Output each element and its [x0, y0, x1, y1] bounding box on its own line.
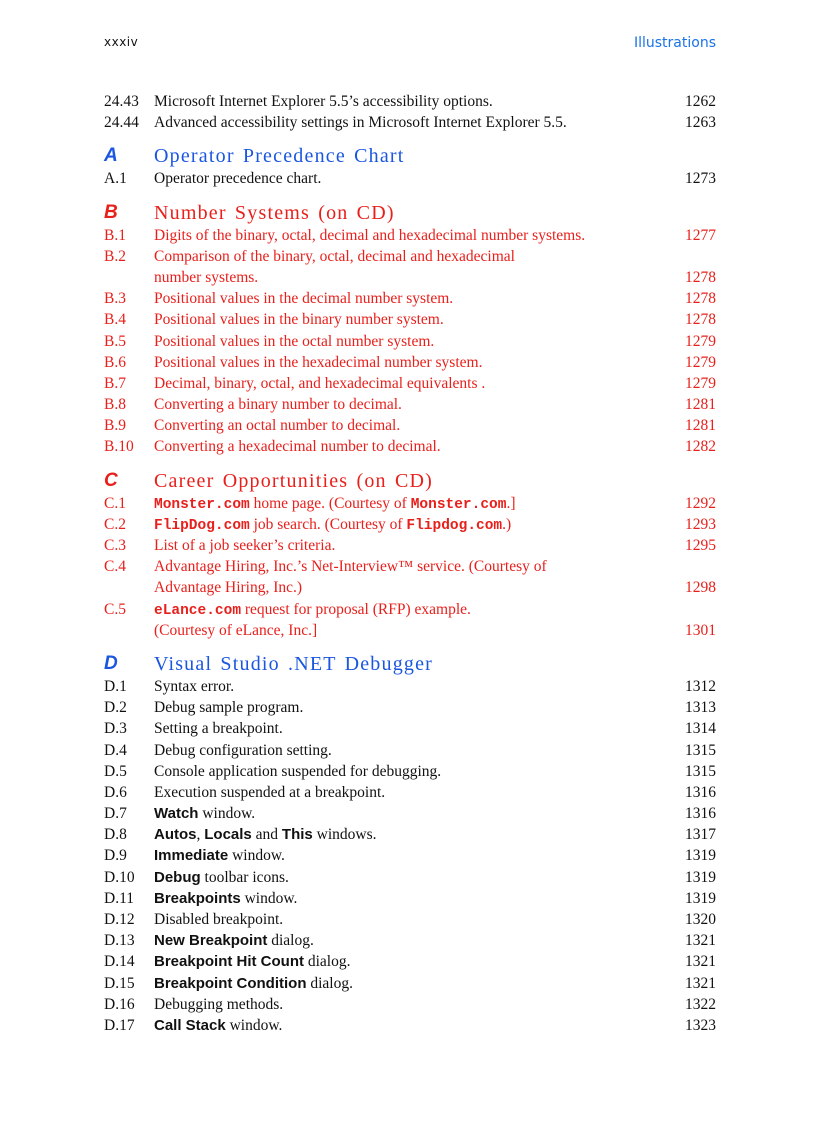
- caption-text: job search. (Courtesy of: [249, 515, 407, 533]
- figure-number: D.5: [104, 762, 127, 780]
- list-item: [104, 352, 716, 373]
- roman-page-number: xxxiv: [104, 35, 139, 49]
- page-number: 1301: [685, 621, 716, 639]
- code-text: Monster.com: [410, 496, 507, 513]
- caption-text: dialog.: [306, 974, 353, 992]
- section-heading-c: [104, 469, 716, 493]
- figure-caption: Positional values in the binary number system.: [154, 311, 444, 329]
- ui-term: Watch: [154, 805, 199, 823]
- code-text: Monster.com: [154, 496, 250, 513]
- list-item-continuation: [104, 577, 716, 598]
- figure-caption: [154, 930, 314, 951]
- figure-caption: Debug sample program.: [154, 699, 304, 717]
- figure-number: C.3: [104, 537, 126, 554]
- caption-text: ,: [196, 826, 205, 844]
- figure-number: D.16: [104, 995, 135, 1013]
- page-number: 1319: [685, 847, 716, 865]
- list-item: [104, 994, 716, 1015]
- figure-caption: Comparison of the binary, octal, decimal and hexadecimal: [154, 247, 515, 265]
- figure-number: B.9: [104, 417, 126, 435]
- figure-caption: Execution suspended at a breakpoint.: [154, 783, 386, 801]
- page-number: 1312: [685, 677, 716, 695]
- figure-caption: Debug configuration setting.: [154, 741, 332, 759]
- section-heading-d: [104, 652, 716, 676]
- ui-term: Immediate: [154, 847, 229, 865]
- figure-caption: [154, 824, 377, 845]
- figure-caption: Converting an octal number to decimal.: [154, 417, 401, 435]
- page-number: 1315: [685, 762, 716, 780]
- ui-term: Breakpoint Condition: [154, 974, 307, 992]
- page-number: 1313: [685, 699, 716, 717]
- section-letter: C: [104, 469, 118, 491]
- list-item: [104, 824, 716, 845]
- list-item: [104, 867, 716, 888]
- page-number: 1278: [685, 311, 716, 329]
- caption-text: window.: [228, 847, 285, 865]
- list-item: [104, 288, 716, 309]
- list-item-continuation: [104, 620, 716, 641]
- page-number: 1316: [685, 783, 716, 801]
- figure-number: D.12: [104, 911, 135, 928]
- figure-number: D.7: [104, 805, 127, 823]
- page-header: [104, 35, 716, 53]
- page-number: 1279: [685, 374, 716, 392]
- figure-caption: Converting a binary number to decimal.: [154, 396, 402, 414]
- figure-caption: [154, 493, 515, 516]
- page-number: 1319: [685, 889, 716, 907]
- figure-number: D.10: [104, 868, 135, 886]
- figure-number: D.3: [104, 720, 127, 738]
- caption-text: request for proposal (RFP) example.: [241, 600, 471, 618]
- caption-text: home page. (Courtesy of: [249, 494, 411, 512]
- list-item: [104, 373, 716, 394]
- figure-caption: [154, 845, 285, 866]
- figure-number: B.7: [104, 374, 126, 392]
- page-number: 1281: [685, 417, 716, 435]
- figure-caption: Advantage Hiring, Inc.’s Net-Interview™ service. (Courtesy of: [154, 558, 547, 576]
- figure-caption: [154, 514, 511, 537]
- page-number: 1277: [685, 226, 716, 244]
- page-number: 1279: [685, 332, 716, 350]
- page-number: 1279: [685, 353, 716, 371]
- figure-number: B.10: [104, 438, 134, 456]
- figure-number: D.13: [104, 932, 135, 950]
- list-item: [104, 415, 716, 436]
- page-number: 1281: [685, 396, 716, 414]
- caption-text: window.: [198, 805, 256, 823]
- figure-number: B.4: [104, 311, 126, 329]
- code-text: FlipDog.com: [154, 517, 250, 534]
- page-number: 1278: [685, 268, 716, 286]
- list-item: [104, 394, 716, 415]
- list-item: [104, 112, 716, 133]
- section-letter: A: [104, 145, 118, 167]
- figure-number: D.14: [104, 953, 135, 971]
- page-number: 1273: [685, 170, 716, 188]
- figure-caption: Advanced accessibility settings in Microsoft Internet Explorer 5.5.: [154, 114, 567, 132]
- figure-caption: [154, 867, 289, 888]
- figure-number: D.11: [104, 889, 134, 907]
- ui-term: New Breakpoint: [154, 932, 268, 950]
- figure-caption: Operator precedence chart.: [154, 170, 322, 188]
- list-item: [104, 676, 716, 697]
- figure-number: D.6: [104, 783, 127, 801]
- figure-caption: Console application suspended for debugging.: [154, 762, 442, 780]
- caption-text: toolbar icons.: [200, 868, 289, 886]
- list-item: [104, 514, 716, 535]
- ui-term: This: [281, 826, 313, 844]
- figure-caption: [154, 951, 351, 972]
- figure-number: 24.44: [104, 114, 139, 132]
- caption-text: window.: [240, 889, 298, 907]
- figure-number: D.1: [104, 677, 127, 695]
- page-number: 1293: [685, 515, 716, 533]
- figure-caption: [154, 803, 255, 824]
- running-title: Illustrations: [633, 35, 716, 51]
- ui-term: Autos: [154, 826, 197, 844]
- list-item: [104, 168, 716, 189]
- page-number: 1295: [685, 537, 716, 554]
- figure-caption: Digits of the binary, octal, decimal and hexadecimal number systems.: [154, 226, 586, 244]
- page-number: 1316: [685, 805, 716, 823]
- page-number: 1298: [685, 579, 716, 597]
- page-number: 1263: [685, 114, 716, 132]
- section-heading-a: [104, 144, 716, 168]
- section-title: Operator Precedence Chart: [154, 145, 405, 168]
- list-item: [104, 803, 716, 824]
- figure-number: D.8: [104, 826, 127, 844]
- figure-caption: Setting a breakpoint.: [154, 720, 283, 738]
- list-item: [104, 740, 716, 761]
- list-item: [104, 91, 716, 112]
- list-item: [104, 973, 716, 994]
- list-item: [104, 782, 716, 803]
- figure-number: C.5: [104, 600, 126, 618]
- page-number: 1292: [685, 494, 716, 512]
- figure-number: D.9: [104, 847, 127, 865]
- page-number: 1321: [685, 974, 716, 992]
- figure-number: B.1: [104, 226, 126, 244]
- figure-caption: [154, 1015, 282, 1036]
- figure-number: 24.43: [104, 93, 139, 110]
- figure-caption: Positional values in the decimal number system.: [154, 290, 454, 308]
- figure-number: D.17: [104, 1016, 135, 1034]
- page-number: 1278: [685, 290, 716, 308]
- figure-number: B.2: [104, 247, 126, 265]
- figure-caption-continued: (Courtesy of eLance, Inc.]: [154, 621, 318, 639]
- list-item: [104, 761, 716, 782]
- list-item: [104, 599, 716, 620]
- page-number: 1317: [685, 826, 716, 844]
- figure-caption: List of a job seeker’s criteria.: [154, 537, 336, 554]
- section-letter: D: [104, 652, 118, 674]
- section-title: Number Systems (on CD): [154, 201, 395, 224]
- ui-term: Debug: [154, 868, 201, 886]
- figure-caption: Converting a hexadecimal number to decimal.: [154, 438, 441, 456]
- section-title: Visual Studio .NET Debugger: [154, 652, 434, 675]
- figure-caption: Positional values in the octal number system.: [154, 332, 435, 350]
- figure-number: C.4: [104, 558, 126, 576]
- page-number: 1323: [685, 1016, 716, 1034]
- list-item: [104, 718, 716, 739]
- figure-number: A.1: [104, 170, 127, 188]
- caption-text: dialog.: [304, 953, 351, 971]
- page-number: 1319: [685, 868, 716, 886]
- code-text: eLance.com: [154, 602, 242, 619]
- figure-caption: Debugging methods.: [154, 995, 284, 1013]
- figure-caption: Microsoft Internet Explorer 5.5’s accessibility options.: [154, 93, 493, 110]
- figure-number: B.8: [104, 396, 126, 414]
- ui-term: Breakpoints: [154, 889, 241, 907]
- list-item: [104, 930, 716, 951]
- page-number: 1314: [685, 720, 716, 738]
- caption-text: and: [251, 826, 282, 844]
- figure-caption: Positional values in the hexadecimal number system.: [154, 353, 483, 371]
- list-item: [104, 225, 716, 246]
- ui-term: Locals: [204, 826, 252, 844]
- caption-text: windows.: [312, 826, 377, 844]
- page-number: 1321: [685, 932, 716, 950]
- figure-number: B.3: [104, 290, 126, 308]
- figure-caption: Syntax error.: [154, 677, 235, 695]
- ui-term: Call Stack: [154, 1016, 226, 1034]
- list-item: [104, 1015, 716, 1036]
- list-item: [104, 309, 716, 330]
- figure-number: B.5: [104, 332, 126, 350]
- code-text: Flipdog.com: [406, 517, 503, 534]
- list-item: [104, 331, 716, 352]
- list-item: [104, 697, 716, 718]
- page-number: 1262: [685, 93, 716, 110]
- ui-term: Breakpoint Hit Count: [154, 953, 304, 971]
- figure-number: D.15: [104, 974, 135, 992]
- figure-number: D.4: [104, 741, 127, 759]
- figure-caption: [154, 888, 297, 909]
- figure-caption: Disabled breakpoint.: [154, 911, 284, 928]
- list-item-continuation: [104, 267, 716, 288]
- figure-number: C.2: [104, 515, 126, 533]
- figure-number: B.6: [104, 353, 126, 371]
- list-item: [104, 951, 716, 972]
- caption-text: dialog.: [267, 932, 314, 950]
- caption-text: .): [502, 515, 512, 533]
- list-item: [104, 436, 716, 457]
- page-number: 1315: [685, 741, 716, 759]
- section-title: Career Opportunities (on CD): [154, 469, 433, 492]
- page-number: 1322: [685, 995, 716, 1013]
- figure-caption: Decimal, binary, octal, and hexadecimal equivalents .: [154, 374, 486, 392]
- list-item: [104, 246, 716, 267]
- list-item: [104, 888, 716, 909]
- figure-caption-continued: number systems.: [154, 268, 259, 286]
- illustrations-list: [104, 91, 716, 1036]
- page-number: 1321: [685, 953, 716, 971]
- page-number: 1320: [685, 911, 716, 928]
- figure-number: C.1: [104, 494, 126, 512]
- list-item: [104, 909, 716, 930]
- caption-text: window.: [225, 1016, 283, 1034]
- caption-text: .]: [506, 494, 516, 512]
- figure-caption: [154, 599, 471, 622]
- figure-number: D.2: [104, 699, 127, 717]
- list-item: [104, 556, 716, 577]
- list-item: [104, 535, 716, 556]
- list-item: [104, 845, 716, 866]
- list-item: [104, 493, 716, 514]
- section-heading-b: [104, 201, 716, 225]
- figure-caption: [154, 973, 353, 994]
- figure-caption-continued: Advantage Hiring, Inc.): [154, 579, 303, 597]
- page-number: 1282: [685, 438, 716, 456]
- section-letter: B: [104, 201, 118, 223]
